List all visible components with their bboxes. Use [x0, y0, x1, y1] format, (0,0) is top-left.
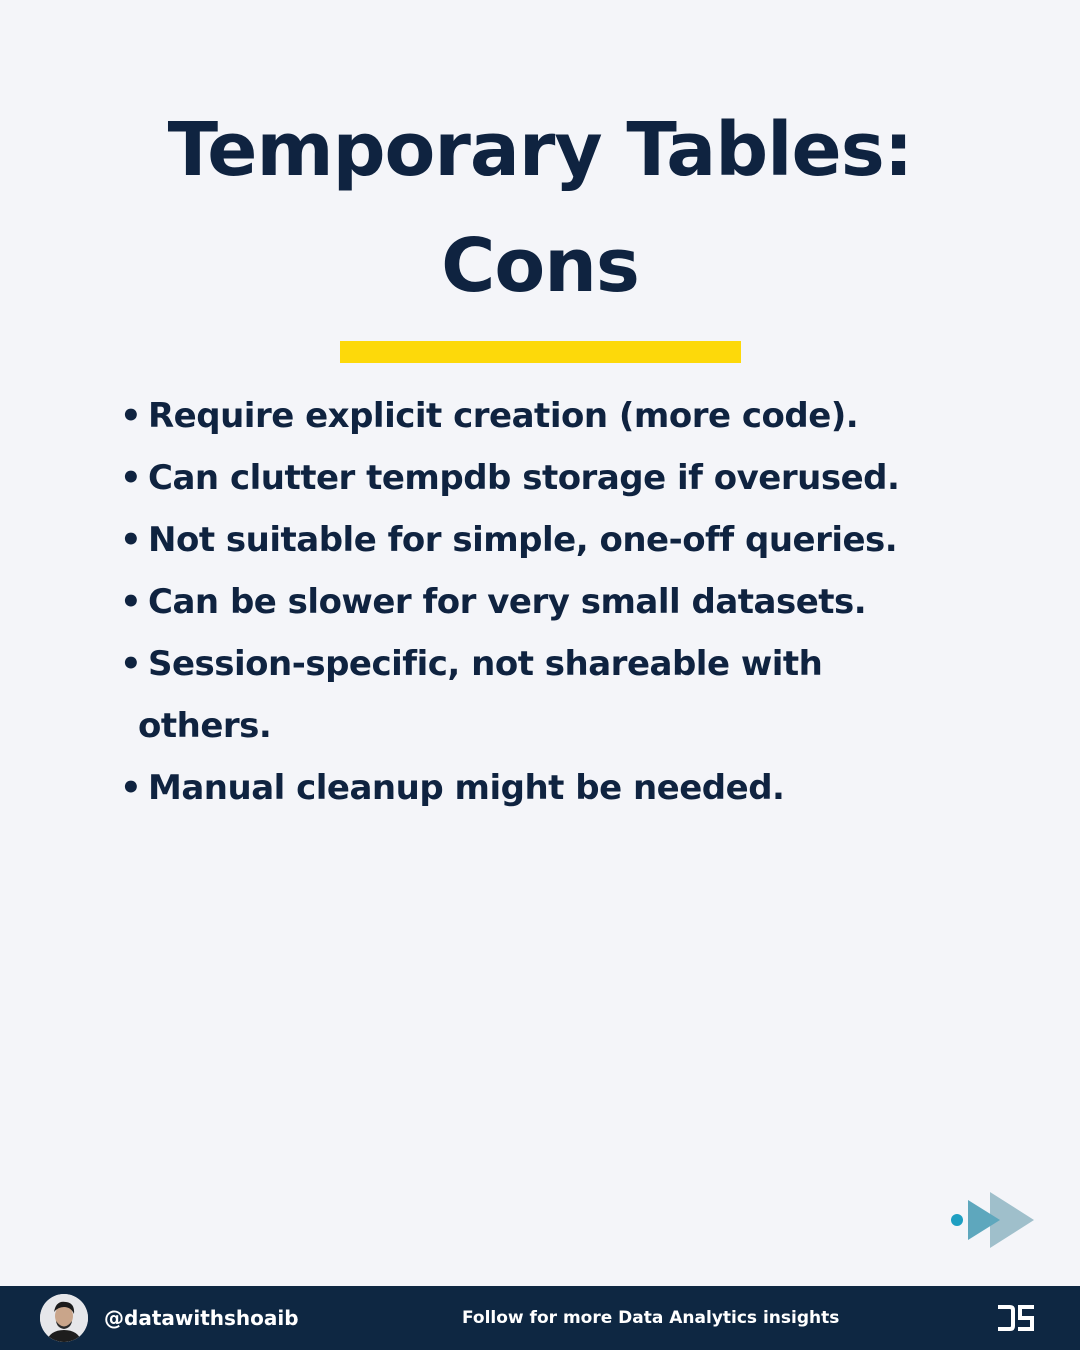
title-underline — [340, 341, 741, 363]
list-item-text: Can clutter tempdb storage if overused. — [148, 458, 900, 498]
list-item-continuation: others. — [138, 706, 272, 746]
title-line-1: Temporary Tables: — [167, 107, 913, 193]
bullet-marker: • — [120, 396, 142, 436]
follow-cta: Follow for more Data Analytics insights — [462, 1308, 840, 1328]
list-item-text: Session-specific, not shareable with — [148, 644, 823, 684]
list-item-text: Not suitable for simple, one-off queries. — [148, 520, 898, 560]
title-line-2: Cons — [441, 223, 639, 309]
bullet-marker: • — [120, 768, 142, 808]
list-item — [120, 509, 980, 571]
bullet-marker: • — [120, 520, 142, 560]
bullet-marker: • — [120, 458, 142, 498]
list-item — [120, 447, 980, 509]
bullet-marker: • — [120, 582, 142, 622]
list-item-text: Require explicit creation (more code). — [148, 396, 859, 436]
list-item — [120, 571, 980, 633]
list-item — [120, 633, 908, 757]
list-item-text: Can be slower for very small datasets. — [148, 582, 867, 622]
list-item — [120, 757, 980, 819]
author-handle[interactable]: @datawithshoaib — [104, 1306, 299, 1330]
brand-logo-icon — [996, 1304, 1036, 1332]
bullet-marker: • — [120, 644, 142, 684]
page-title — [0, 92, 1080, 324]
list-item-text: Manual cleanup might be needed. — [148, 768, 785, 808]
cons-list — [120, 385, 980, 819]
next-arrow-icon[interactable] — [946, 1188, 1038, 1252]
list-item — [120, 385, 980, 447]
avatar[interactable] — [40, 1294, 88, 1342]
footer-bar — [0, 1286, 1080, 1350]
